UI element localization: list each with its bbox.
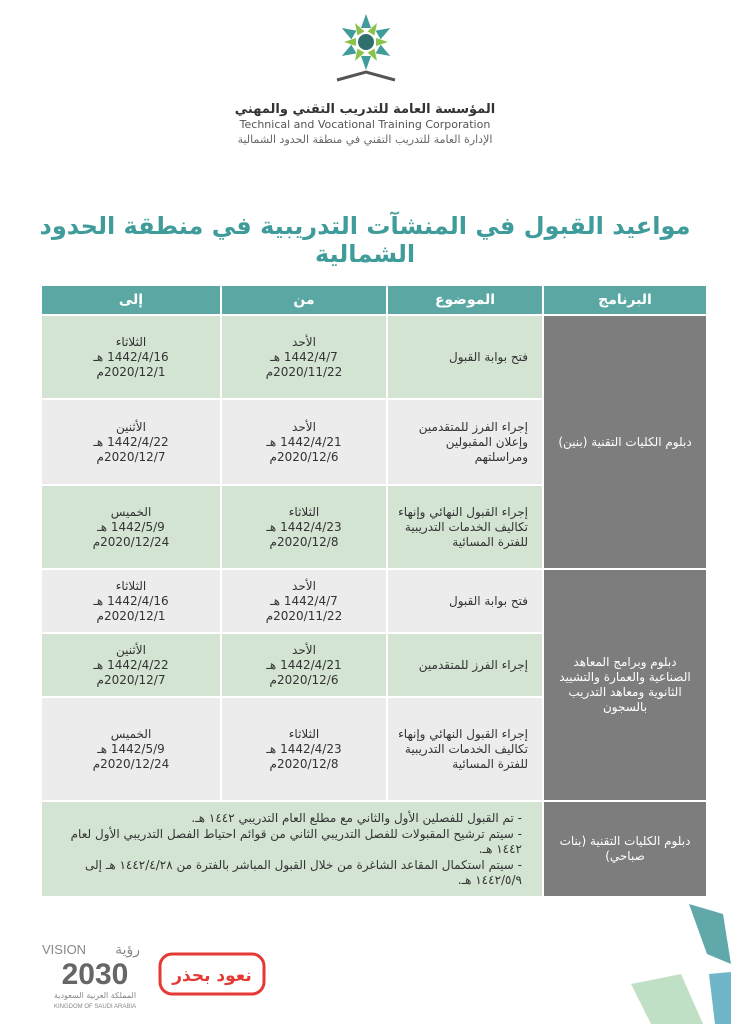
vision-en-label: VISION xyxy=(42,942,87,957)
department-name: الإدارة العامة للتدريب التقني في منطقة الحدود الشمالية xyxy=(237,133,493,146)
org-name-en: Technical and Vocational Training Corporation xyxy=(239,118,491,131)
org-name-ar: المؤسسة العامة للتدريب التقني والمهني xyxy=(234,102,496,117)
note-line: - سيتم استكمال المقاعد الشاغرة من خلال القبول المباشر بالفترة من ١٤٤٢/٤/٢٨ هـ إلى ١٤٤٢/٥/٩ هـ. xyxy=(85,857,522,887)
from-cell: الأحد 1442/4/21 هـ 2020/12/6م xyxy=(221,399,387,485)
notes-cell xyxy=(41,801,543,897)
note-line: - تم القبول للفصلين الأول والثاني مع مطلع العام التدريبي ١٤٤٢ هـ. xyxy=(191,810,522,825)
page-title: مواعيد القبول في المنشآت التدريبية في منطقة الحدود الشمالية xyxy=(39,212,691,268)
from-cell: الثلاثاء 1442/4/23 هـ 2020/12/8م xyxy=(221,485,387,569)
to-cell: الأثنين 1442/4/22 هـ 2020/12/7م xyxy=(41,633,221,697)
vision-2030-logo xyxy=(40,938,150,1012)
topic-cell: فتح بوابة القبول xyxy=(387,569,543,633)
header-program: البرنامج xyxy=(543,285,707,315)
organization-block xyxy=(200,102,530,147)
from-cell: الأحد 1442/4/7 هـ 2020/11/22م xyxy=(221,569,387,633)
note-line: - سيتم ترشيح المقبولات للفصل التدريبي الثاني من قوائم احتياط الفصل التدريبي الأول لعام ١٤٤٢ هـ. xyxy=(70,826,522,856)
badge-text: نعود بحذر xyxy=(172,966,252,986)
header-to: إلى xyxy=(41,285,221,315)
header-from: من xyxy=(221,285,387,315)
header xyxy=(0,10,731,90)
to-cell: الأثنين 1442/4/22 هـ 2020/12/7م xyxy=(41,399,221,485)
caution-badge xyxy=(158,950,268,998)
to-cell: الثلاثاء 1442/4/16 هـ 2020/12/1م xyxy=(41,569,221,633)
from-cell: الأحد 1442/4/21 هـ 2020/12/6م xyxy=(221,633,387,697)
decorative-shapes-icon xyxy=(611,904,731,1024)
to-cell: الخميس 1442/5/9 هـ 2020/12/24م xyxy=(41,485,221,569)
topic-cell: إجراء الفرز للمتقدمين وإعلان المقبولين ومراسلتهم xyxy=(387,399,543,485)
vision-ar-label: رؤية xyxy=(115,942,140,958)
program-cell: دبلوم وبرامج المعاهد الصناعية والعمارة والتشييد الثانوية ومعاهد التدريب بالسجون xyxy=(543,569,707,801)
table-row xyxy=(41,569,707,633)
table-header-row xyxy=(41,285,707,315)
program-cell: دبلوم الكليات التقنية (بنات صباحي) xyxy=(543,801,707,897)
topic-cell: إجراء القبول النهائي وإنهاء تكاليف الخدمات التدريبية للفترة المسائية xyxy=(387,485,543,569)
table-row xyxy=(41,801,707,897)
from-cell: الأحد 1442/4/7 هـ 2020/11/22م xyxy=(221,315,387,399)
topic-cell: فتح بوابة القبول xyxy=(387,315,543,399)
table-row xyxy=(41,315,707,399)
to-cell: الخميس 1442/5/9 هـ 2020/12/24م xyxy=(41,697,221,801)
from-cell: الثلاثاء 1442/4/23 هـ 2020/12/8م xyxy=(221,697,387,801)
schedule-table xyxy=(40,284,708,898)
kingdom-ar-label: المملكة العربية السعودية xyxy=(53,991,137,1000)
to-cell: الثلاثاء 1442/4/16 هـ 2020/12/1م xyxy=(41,315,221,399)
topic-cell: إجراء القبول النهائي وإنهاء تكاليف الخدمات التدريبية للفترة المسائية xyxy=(387,697,543,801)
header-topic: الموضوع xyxy=(387,285,543,315)
program-cell: دبلوم الكليات التقنية (بنين) xyxy=(543,315,707,569)
tvtc-logo-icon xyxy=(329,10,403,90)
vision-year: 2030 xyxy=(61,958,129,991)
kingdom-en-label: KINGDOM OF SAUDI ARABIA xyxy=(53,1004,137,1010)
topic-cell: إجراء الفرز للمتقدمين xyxy=(387,633,543,697)
